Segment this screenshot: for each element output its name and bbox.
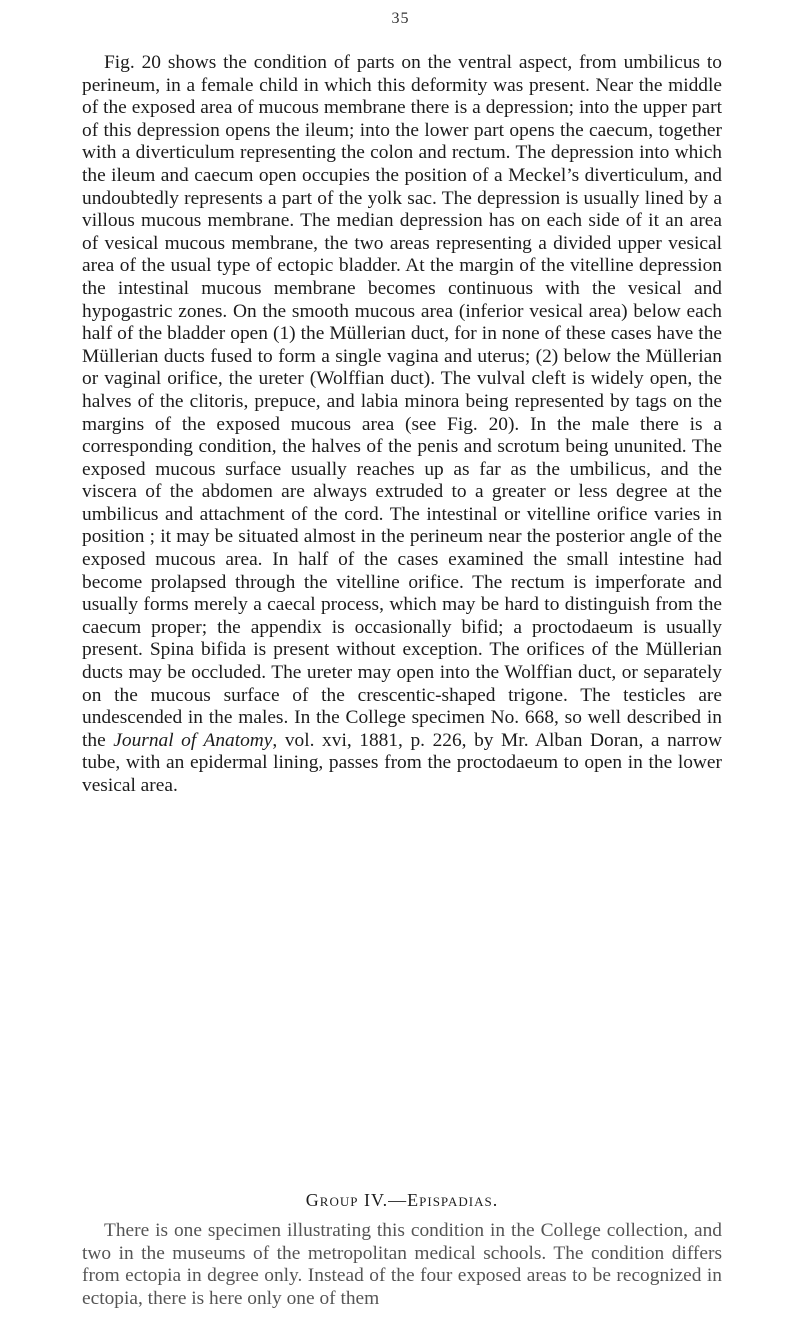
paragraph-fig-20: [82, 52, 722, 798]
paragraph-epispadias: There is one specimen illustrating this condition in the College collection, and two in the museums of the metropolitan medical schools. The condition differs from ectopia in degree only. Instead of the four exposed areas to be recognized in ectopia, there is here only one of them: [82, 1220, 722, 1309]
section-heading-group-iv: Group IV.—Epispadias.: [305, 1190, 499, 1210]
journal-title: Journal of Anatomy: [113, 729, 273, 751]
main-body: [82, 52, 722, 798]
epispadias-body: [82, 1220, 722, 1310]
page-number: 35: [391, 10, 410, 27]
paragraph-fig-20-text-end: , vol. xvi, 1881, p. 226, by Mr. Alban Doran, a narrow tube, with an epidermal lining, passes from the proctodaeum to open in the lower vesical area.: [82, 729, 722, 796]
paragraph-fig-20-text: Fig. 20 shows the condition of parts on the ventral aspect, from umbilicus to perineum, in a female child in which this deformity was present. Near the middle of the exposed area of mucous membrane there is a depression; into the upper part of this depression opens the ileum; into the lower part opens the caecum, together with a diverticulum representing the colon and rectum. The depression into which the ileum and caecum open occupies the position of a Meckel’s diverticulum, and undoubtedly represents a part of the yolk sac. The depression is usually lined by a villous mucous membrane. The median depression has on each side of it an area of vesical mucous membrane, the two areas representing a divided upper vesical area of the usual type of ectopic bladder. At the margin of the vitelline depression the intestinal mucous membrane becomes continuous with the vesical and hypogastric zones. On the smooth mucous area (inferior vesical area) below each half of the bladder open (1) the Müllerian duct, for in none of these cases have the Müllerian ducts fused to form a single vagina and uterus; (2) below the Müllerian or vaginal orifice, the ureter (Wolffian duct). The vulval cleft is widely open, the halves of the clitoris, prepuce, and labia minora being represented by tags on the margins of the exposed mucous area (see Fig. 20). In the male there is a corresponding condition, the halves of the penis and scrotum being ununited. The exposed mucous surface usually reaches up as far as the umbilicus, and the viscera of the abdomen are always extruded to a greater or less degree at the umbilicus and attachment of the cord. The intestinal or vitelline orifice varies in position ; it may be situated almost in the perineum near the posterior angle of the exposed mucous area. In half of the cases examined the small intestine had become prolapsed through the vitelline orifice. The rectum is imperforate and usually forms merely a caecal process, which may be hard to distinguish from the caecum proper; the appendix is occasionally bifid; a proctodaeum is usually present. Spina bifida is present without exception. The orifices of the Müllerian ducts may be occluded. The ureter may open into the Wolffian duct, or separately on the mucous surface of the crescentic-shaped trigone. The testicles are undescended in the males. In the College specimen No. 668, so well described in the: [82, 52, 722, 751]
